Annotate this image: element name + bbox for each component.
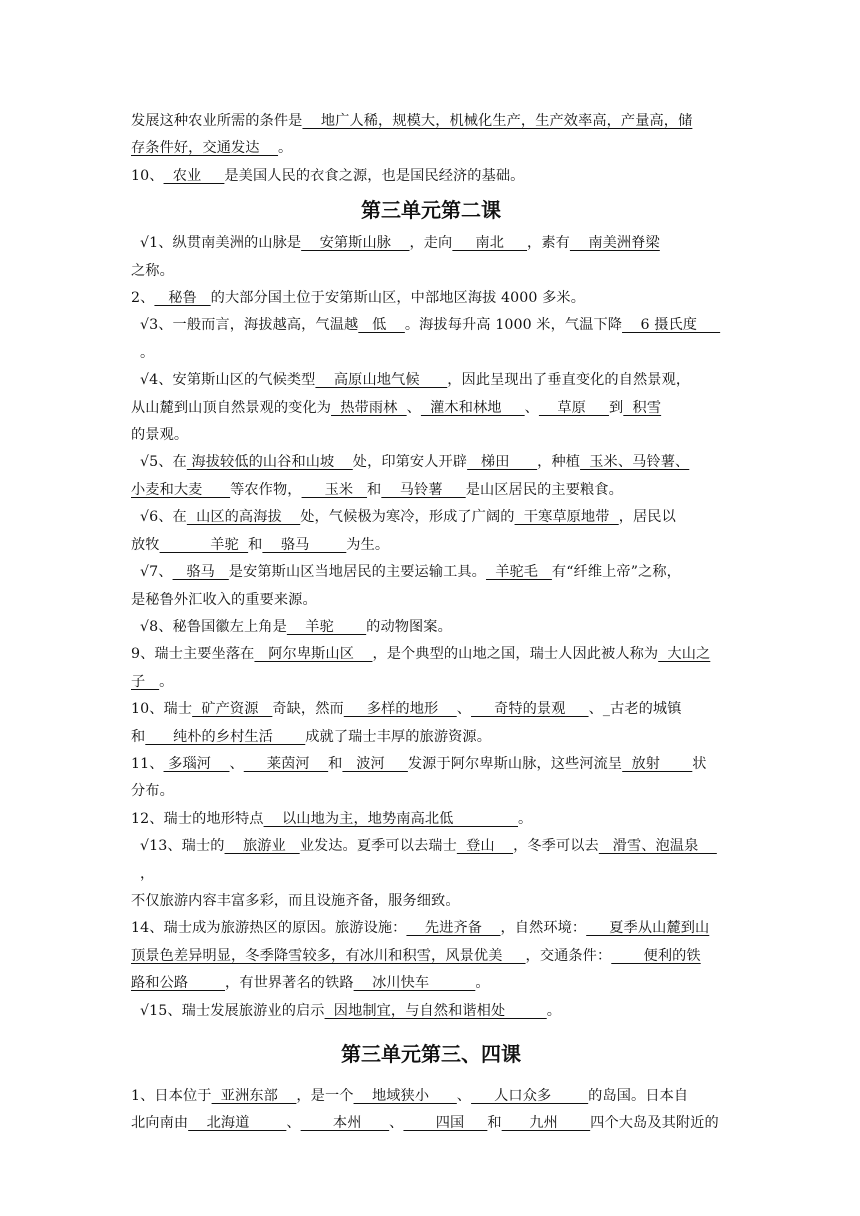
- answer-blank: 地域狭小: [353, 1088, 457, 1104]
- question-text: 9、瑞士主要坐落在: [131, 646, 255, 663]
- question-text: 是山区居民的主要粮食。: [465, 481, 623, 498]
- question-text: 。: [140, 344, 155, 361]
- section-unit3-lesson2: [131, 230, 731, 1025]
- text-line: [131, 258, 731, 285]
- answer-blank: 玉米: [301, 481, 368, 498]
- answer-blank: 积雪: [623, 399, 662, 416]
- question-text: ，素有: [527, 235, 570, 252]
- question-text: 、: [406, 399, 421, 416]
- text-line: [131, 778, 731, 805]
- question-text: 发源于阿尔卑斯山脉，这些河流呈: [407, 755, 623, 772]
- question-text: √1、纵贯南美洲的山脉是: [140, 235, 302, 252]
- answer-blank: 因地制宜，与自然和谐相处: [324, 1002, 547, 1019]
- text-line: [131, 806, 731, 833]
- text-line: [131, 559, 731, 586]
- question-text: ，交通条件：: [525, 947, 612, 964]
- answer-blank: 农业: [163, 167, 225, 184]
- question-text: 的岛国。日本自: [588, 1088, 689, 1104]
- answer-blank: 本州: [300, 1115, 390, 1132]
- text-line: [131, 108, 731, 135]
- answer-blank: 莱茵河: [243, 755, 329, 772]
- question-text: 10、: [131, 167, 164, 184]
- answer-blank: 小麦和大麦: [131, 481, 231, 498]
- question-text: 和: [367, 481, 382, 498]
- answer-blank: 骆马: [172, 564, 229, 581]
- answer-blank: 多样的地形: [343, 701, 457, 718]
- question-text: ，是一个: [296, 1088, 354, 1104]
- text-line: [131, 135, 731, 162]
- text-line: [131, 888, 731, 915]
- question-text: 分布。: [131, 783, 174, 800]
- answer-blank: 大山之: [658, 646, 711, 663]
- question-text: √3、一般而言，海拔越高，气温越: [140, 317, 359, 334]
- text-line: [131, 998, 731, 1025]
- answer-blank: 羊驼: [159, 536, 249, 553]
- answer-blank: 冰川快车: [353, 975, 476, 992]
- question-text: √4、安第斯山区的气候类型: [140, 372, 316, 389]
- question-text: 是安第斯山区当地居民的主要运输工具。: [228, 564, 486, 581]
- question-text: 的动物图案。: [366, 618, 452, 635]
- text-line: [131, 395, 731, 422]
- question-text: 处，气候极为寒冷，形成了广阔的: [300, 509, 515, 526]
- question-text: 是秘鲁外汇收入的重要来源。: [131, 591, 317, 608]
- question-text: 1、日本位于: [131, 1088, 212, 1104]
- answer-blank: 便利的铁: [611, 947, 701, 964]
- question-text: 的大部分国土位于安第斯山区，中部地区海拔 4000 多米。: [210, 290, 585, 307]
- answer-blank: 九州: [501, 1115, 591, 1132]
- question-text: ，居民以: [618, 509, 676, 526]
- text-line: [131, 285, 731, 312]
- question-text: 。: [518, 810, 533, 827]
- question-text: 14、瑞士成为旅游热区的原因。旅游设施：: [131, 920, 407, 937]
- answer-blank: 夏季从山麓到山: [586, 920, 710, 937]
- answer-blank: 矿产资源: [192, 701, 273, 718]
- text-line: [131, 915, 731, 942]
- question-text: √8、秘鲁国徽左上角是: [140, 618, 287, 635]
- question-text: 从山麓到山顶自然景观的变化为: [131, 399, 332, 416]
- text-line: [131, 641, 731, 668]
- answer-blank: 旅游业: [224, 838, 300, 855]
- answer-blank: 秘鲁: [154, 290, 211, 307]
- answer-blank: 低: [358, 317, 405, 334]
- question-text: 、: [286, 1115, 301, 1132]
- text-line: [131, 477, 731, 504]
- question-text: ，冬季可以去: [513, 838, 599, 855]
- answer-blank: 灌木和林地: [420, 399, 525, 416]
- answer-blank: 南北: [452, 235, 528, 252]
- answer-blank: 纯朴的乡村生活: [145, 728, 306, 745]
- question-text: 10、瑞士: [131, 701, 193, 718]
- answer-blank: 海拔较低的山谷和山坡: [186, 454, 353, 471]
- question-text: 有“纤维上帝”之称，: [551, 564, 681, 581]
- answer-blank: 先进齐备: [406, 920, 501, 937]
- answer-blank: 地广人稀，规模大，机械化生产，生产效率高，产量高，储: [302, 113, 693, 129]
- answer-blank: 6 摄氏度: [622, 317, 721, 334]
- question-text: √15、瑞士发展旅游业的启示: [140, 1002, 325, 1019]
- answer-blank: 山区的高海拔: [186, 509, 301, 526]
- question-text: 和: [131, 728, 146, 745]
- question-text: ，种植: [537, 454, 581, 471]
- question-text: √13、瑞士的: [140, 838, 225, 855]
- text-line: [131, 833, 731, 888]
- question-text: 和: [248, 536, 263, 553]
- answer-blank: 登山: [456, 838, 514, 855]
- question-text: 。: [475, 975, 490, 992]
- answer-blank: 路和公路: [131, 975, 226, 992]
- text-line: [131, 422, 731, 449]
- answer-blank: 波河: [342, 755, 408, 772]
- answer-blank: 多瑙河: [163, 755, 230, 772]
- question-text: 和: [328, 755, 343, 772]
- section-heading-unit3-lesson3-4: 第三单元第三、四课: [341, 1042, 521, 1066]
- text-line: [131, 312, 731, 367]
- question-text: 北向南由: [131, 1115, 189, 1132]
- question-text: 、: [524, 399, 539, 416]
- text-line: [131, 614, 731, 641]
- question-text: √5、在: [140, 454, 187, 471]
- document-body: [131, 108, 731, 1138]
- text-line: [131, 449, 731, 476]
- answer-blank: 以山地为主，地势南高北低: [263, 810, 518, 827]
- question-text: 之称。: [131, 262, 174, 279]
- text-line: [131, 943, 731, 970]
- question-text: 、: [389, 1115, 404, 1132]
- question-text: 的景观。: [131, 427, 189, 444]
- answer-blank: 阿尔卑斯山区: [254, 646, 373, 663]
- answer-blank: 玉米、马铃薯、: [580, 454, 690, 471]
- answer-blank: 放射: [622, 755, 693, 772]
- question-text: 等农作物，: [230, 481, 302, 498]
- section-heading-unit3-lesson2: 第三单元第二课: [361, 198, 501, 223]
- question-text: √7、: [140, 564, 173, 581]
- text-line: [131, 696, 731, 723]
- question-text: 处，印第安人开辟: [352, 454, 468, 471]
- question-text: 、: [456, 701, 472, 718]
- text-line: [131, 587, 731, 614]
- question-text: ，有世界著名的铁路: [225, 975, 354, 992]
- question-text: 11、: [131, 755, 164, 772]
- answer-blank: 亚洲东部: [211, 1088, 297, 1104]
- answer-blank: 四国: [403, 1115, 488, 1132]
- answer-blank: 顶景色差异明显，冬季降雪较多，有冰川和积雪，风景优美: [131, 947, 526, 964]
- answer-blank: 羊驼: [286, 618, 367, 635]
- question-text: 奇缺，然而: [272, 701, 344, 718]
- answer-blank: 奇特的景观: [471, 701, 589, 718]
- question-text: 和: [487, 1115, 502, 1132]
- text-line: [131, 751, 731, 778]
- answer-blank: 马铃薯: [381, 481, 466, 498]
- text-line: [131, 230, 731, 257]
- question-text: ，因此呈现出了垂直变化的自然景观，: [447, 372, 691, 389]
- question-text: 是美国人民的衣食之源，也是国民经济的基础。: [224, 167, 525, 184]
- question-text: 状: [692, 755, 707, 772]
- answer-blank: 北海道: [188, 1115, 287, 1132]
- text-line: [131, 532, 731, 559]
- question-text: 成就了瑞士丰厚的旅游资源。: [305, 728, 491, 745]
- question-text: 到: [609, 399, 624, 416]
- text-line: [131, 504, 731, 531]
- question-text: 。海拔每升高 1000 米，气温下降: [404, 317, 623, 334]
- question-text: 不仅旅游内容丰富多彩，而且设施齐备，服务细致。: [131, 892, 460, 909]
- answer-blank: 羊驼毛: [485, 564, 552, 581]
- section-continued: [131, 108, 731, 190]
- question-text: √6、在: [140, 509, 187, 526]
- question-text: ，: [140, 865, 155, 882]
- question-text: ，自然环境：: [500, 920, 587, 937]
- answer-blank: 子: [131, 673, 160, 690]
- question-text: 。: [159, 673, 174, 690]
- answer-blank: 高原山地气候: [315, 372, 448, 389]
- answer-blank: 热带雨林: [331, 399, 407, 416]
- answer-blank: 草原: [538, 399, 610, 416]
- answer-blank: 干寒草原地带: [514, 509, 619, 526]
- text-line: [131, 163, 731, 190]
- text-line: [131, 1083, 731, 1110]
- text-line: [131, 669, 731, 696]
- question-text: ，是个典型的山地之国，瑞士人因此被人称为: [372, 646, 659, 663]
- question-text: 四个大岛及其附近的: [590, 1115, 719, 1132]
- text-line: [131, 970, 731, 997]
- question-text: 业发达。夏季可以去瑞士: [299, 838, 457, 855]
- question-text: 为生。: [346, 536, 390, 553]
- question-text: 、: [229, 755, 244, 772]
- question-text: 放牧: [131, 536, 160, 553]
- text-line: [131, 1110, 731, 1137]
- answer-blank: 骆马: [262, 536, 347, 553]
- text-line: [131, 367, 731, 394]
- answer-blank: 人口众多: [471, 1088, 589, 1104]
- answer-blank: 滑雪、泡温泉: [598, 838, 717, 855]
- question-text: 、: [456, 1088, 472, 1104]
- question-text: 发展这种农业所需的条件是: [131, 113, 303, 129]
- question-text: 12、瑞士的地形特点: [131, 810, 264, 827]
- answer-blank: 存条件好，交通发达: [131, 140, 279, 157]
- question-text: 。: [546, 1002, 562, 1019]
- answer-blank: 梯田: [467, 454, 538, 471]
- question-text: 。: [278, 140, 293, 157]
- question-text: 、_古老的城镇: [588, 701, 682, 718]
- question-text: ，走向: [409, 235, 453, 252]
- answer-blank: 南美洲脊梁: [569, 235, 660, 252]
- text-line: [131, 724, 731, 751]
- answer-blank: 安第斯山脉: [301, 235, 410, 252]
- section-unit3-lesson3-4: [131, 1083, 731, 1138]
- question-text: 2、: [131, 290, 155, 307]
